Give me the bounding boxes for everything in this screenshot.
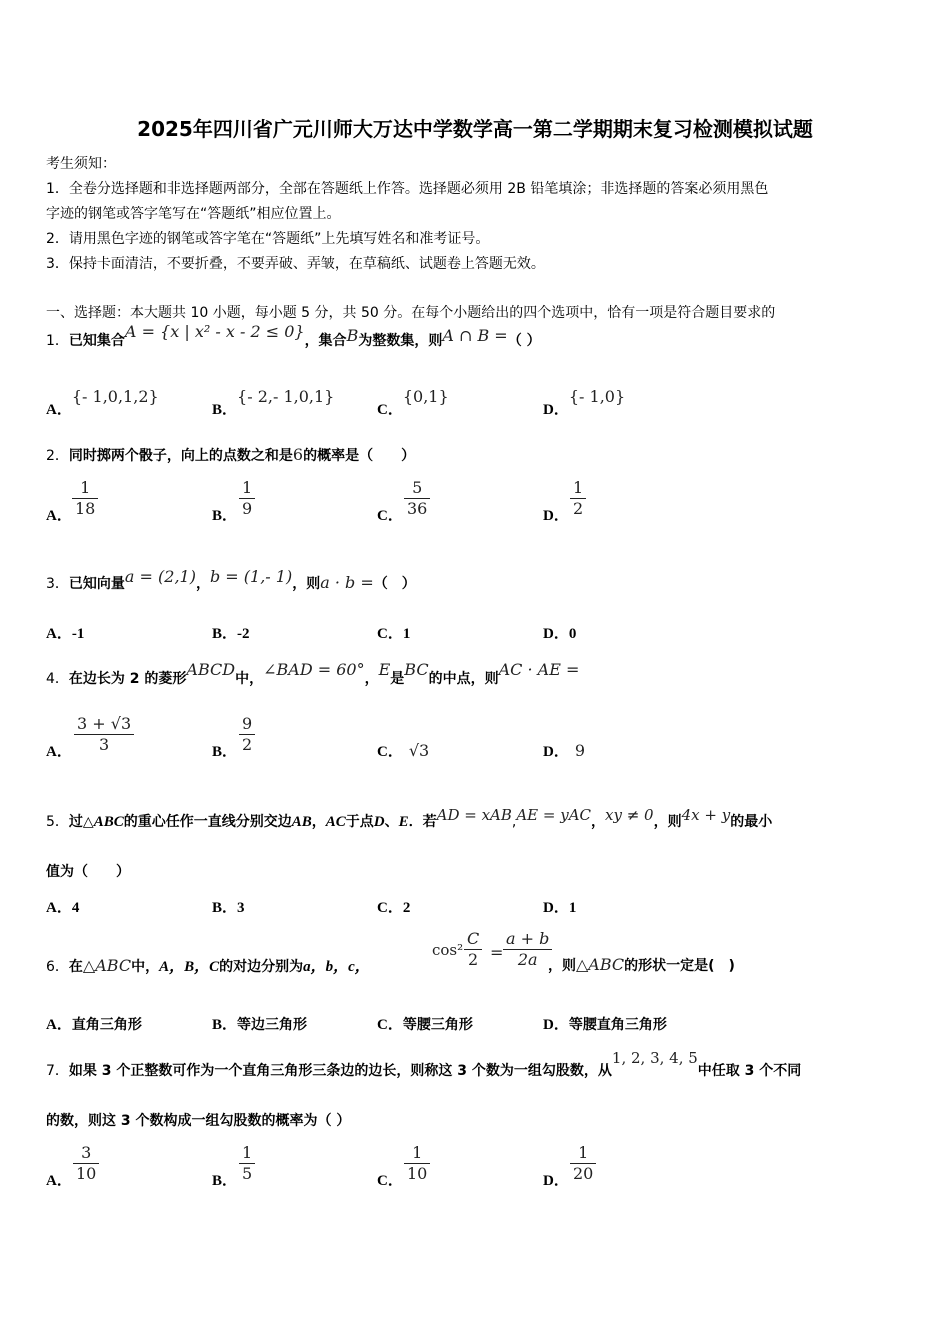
q4-option-c xyxy=(377,740,429,761)
q1-set-a: A = {x | x² - x - 2 ≤ 0} xyxy=(124,322,305,341)
notice-line-2: 2．请用黑色字迹的钢笔或答字笔在“答题纸”上先填写姓名和准考证号。 xyxy=(46,231,490,247)
q1-set-b: B xyxy=(346,326,359,345)
q6-option-b xyxy=(212,1013,307,1034)
q5-option-d-label: D． xyxy=(543,900,569,916)
q7-option-b-den: 5 xyxy=(239,1163,255,1184)
q7-text-2: 中任取 3 个不同 xyxy=(697,1063,802,1079)
q3-option-b-label: B． xyxy=(212,626,238,642)
q2-option-a-fraction xyxy=(72,478,98,519)
q5-option-a-label: A． xyxy=(46,900,72,916)
q2-option-c-label: C． xyxy=(377,508,403,524)
q4-text-5: 的中点，则 xyxy=(428,671,499,687)
q6-vars-1: A，B，C xyxy=(159,959,220,975)
q5-comma-2: ， xyxy=(591,814,606,830)
q5-option-d xyxy=(543,896,576,917)
q6-option-c xyxy=(377,1013,473,1034)
q2-text-1: 同时掷两个骰子，向上的点数之和是 xyxy=(68,448,293,464)
q4-text-3: ， xyxy=(364,671,379,687)
q6-option-a xyxy=(46,1013,142,1034)
q6-option-a-label: A． xyxy=(46,1017,72,1033)
q2-number: 2． xyxy=(46,448,69,464)
q6-option-a-value: 直角三角形 xyxy=(71,1018,142,1033)
q6-text-4: ，则 xyxy=(548,958,576,974)
q4-number: 4． xyxy=(46,671,69,687)
q6-fraction-c-num: C xyxy=(467,929,480,948)
q2-option-d-num: 1 xyxy=(573,478,584,497)
q5-point-d: D xyxy=(373,814,385,830)
q1-option-c-value: {0,1} xyxy=(402,387,449,406)
q4-option-a-label: A． xyxy=(46,744,72,760)
q3-comma: ， xyxy=(195,576,210,592)
q4-option-b-label: B． xyxy=(212,744,238,760)
q5-option-b xyxy=(212,896,245,917)
q3-option-b-value: -2 xyxy=(237,626,250,642)
q7-text-1: 如果 3 个正整数可作为一个直角三角形三条边的边长，则称这 3 个数为一组勾股数，从 xyxy=(68,1063,612,1079)
q4-option-b-den: 2 xyxy=(239,734,255,755)
q6-option-d xyxy=(543,1013,667,1034)
q7-option-b-label: B． xyxy=(212,1173,238,1189)
q3-option-d xyxy=(543,622,576,643)
q7-option-a-den: 10 xyxy=(73,1163,99,1184)
q6-triangle-2: △ABC xyxy=(576,955,625,974)
q6-option-d-label: D． xyxy=(543,1017,569,1033)
q5-text-6: ．若 xyxy=(408,814,437,830)
q4-option-d xyxy=(543,740,585,761)
q3-option-c-value: 1 xyxy=(402,626,411,642)
notice-line-1a: 1．全卷分选择题和非选择题两部分，全部在答题纸上作答。选择题必须用 2B 铅笔填涂；非选择题的答案必须用黑色 xyxy=(46,181,769,197)
q3-option-c-label: C． xyxy=(377,626,403,642)
q1-text-3: 为整数集，则 xyxy=(358,333,443,349)
notice-line-3: 3．保持卡面清洁，不要折叠，不要弄破、弄皱，在草稿纸、试题卷上答题无效。 xyxy=(46,256,545,272)
q2-option-d-label: D． xyxy=(543,508,569,524)
q1-text-4: （ ） xyxy=(507,333,541,349)
q6-equals: = xyxy=(490,943,504,962)
q7-option-b-num: 1 xyxy=(242,1143,253,1162)
q4-point-e: E xyxy=(378,660,391,679)
q7-option-a-num: 3 xyxy=(81,1143,92,1162)
q5-line-2: 值为（ ） xyxy=(46,864,130,880)
q3-text-2: ，则 xyxy=(292,576,321,592)
q6-option-d-value: 等腰直角三角形 xyxy=(568,1018,667,1033)
q6-cos: cos² xyxy=(432,941,464,959)
q4-option-c-label: C． xyxy=(377,744,403,760)
q7-number: 7． xyxy=(46,1063,69,1079)
q1-expression: A ∩ B = xyxy=(442,326,508,345)
q7-option-a-label: A． xyxy=(46,1173,72,1189)
q2-option-d-fraction xyxy=(570,478,586,519)
q1-option-b xyxy=(212,386,335,418)
q1-option-d-label: D． xyxy=(543,402,569,418)
question-2 xyxy=(46,445,415,465)
q5-eq-4xy: 4x + y xyxy=(681,806,731,824)
q5-triangle: ABC xyxy=(93,814,124,830)
q7-option-c-num: 1 xyxy=(412,1143,423,1162)
q1-option-c xyxy=(377,386,449,418)
q5-text-1: 过△ xyxy=(68,814,94,830)
notice-line-1b: 字迹的钢笔或答字笔写在“答题纸”相应位置上。 xyxy=(46,206,341,222)
q2-option-b-den: 9 xyxy=(239,498,255,519)
q7-option-d-num: 1 xyxy=(578,1143,589,1162)
q2-option-a-label: A． xyxy=(46,508,72,524)
q5-option-d-value: 1 xyxy=(568,900,577,916)
q5-eq-ae: AE = yAC xyxy=(516,806,592,824)
q2-option-a-num: 1 xyxy=(80,478,91,497)
q7-option-b-fraction xyxy=(239,1143,255,1184)
q2-option-b-label: B． xyxy=(212,508,238,524)
q6-fraction-c xyxy=(464,929,482,970)
q2-option-d-den: 2 xyxy=(570,498,586,519)
q1-option-c-label: C． xyxy=(377,402,403,418)
q3-option-a-value: -1 xyxy=(71,626,85,642)
question-7 xyxy=(46,1049,802,1080)
q5-point-e: E xyxy=(398,814,409,830)
q5-option-b-value: 3 xyxy=(237,900,245,916)
q7-line-2: 的数，则这 3 个数构成一组勾股数的概率为（ ） xyxy=(46,1113,351,1129)
q2-option-b-num: 1 xyxy=(242,478,253,497)
q4-rhombus: ABCD xyxy=(186,660,236,679)
q5-option-a-value: 4 xyxy=(71,900,80,916)
q4-option-b-fraction xyxy=(239,714,255,755)
q7-option-c-den: 10 xyxy=(404,1163,430,1184)
q4-option-a-fraction xyxy=(74,714,134,755)
q6-option-b-label: B． xyxy=(212,1017,238,1033)
q4-option-a-den: 3 xyxy=(74,734,134,755)
q5-option-c xyxy=(377,896,410,917)
q3-option-b xyxy=(212,622,250,643)
q5-option-b-label: B． xyxy=(212,900,238,916)
q6-text-1: 在 xyxy=(68,959,83,975)
q2-text-2: 的概率是（ ） xyxy=(303,448,416,464)
q6-fraction-r xyxy=(503,929,552,970)
q1-option-b-label: B． xyxy=(212,402,238,418)
q5-text-8: 的最小 xyxy=(730,814,773,830)
q4-angle: ∠BAD = 60° xyxy=(263,660,365,679)
q2-option-b-fraction xyxy=(239,478,255,519)
q1-text-2: ，集合 xyxy=(304,333,347,349)
question-1 xyxy=(46,322,541,350)
q3-dot-product: a · b = xyxy=(320,573,374,592)
q6-vars-2: a，b，c， xyxy=(303,959,370,975)
q5-eq-xy: xy ≠ 0 xyxy=(605,806,654,824)
q2-option-a-den: 18 xyxy=(72,498,98,519)
question-5 xyxy=(46,806,773,831)
q6-fraction-r-den: 2a xyxy=(503,949,552,970)
q7-option-d-label: D． xyxy=(543,1173,569,1189)
q3-option-a xyxy=(46,622,84,643)
notice-heading: 考生须知： xyxy=(46,156,116,172)
question-4 xyxy=(46,660,580,688)
q1-option-a xyxy=(46,386,159,418)
q7-option-c-label: C． xyxy=(377,1173,403,1189)
q3-vector-b: b = (1,- 1) xyxy=(209,567,293,586)
q3-option-d-label: D． xyxy=(543,626,569,642)
q5-text-7: ，则 xyxy=(653,814,682,830)
q1-option-d-value: {- 1,0} xyxy=(568,387,626,406)
q2-option-c-den: 36 xyxy=(404,498,430,519)
q4-option-a-num: 3 + √3 xyxy=(77,714,132,733)
q4-option-d-label: D． xyxy=(543,744,569,760)
q6-text-3: 的对边分别为 xyxy=(219,959,304,975)
q6-fraction-c-den: 2 xyxy=(464,949,482,970)
q7-option-d-fraction xyxy=(570,1143,596,1184)
q1-option-d xyxy=(543,386,626,418)
q5-text-2: 的重心任作一直线分别交边 xyxy=(123,814,292,830)
q7-number-set: 1, 2, 3, 4, 5 xyxy=(611,1049,698,1067)
q6-option-b-value: 等边三角形 xyxy=(237,1018,308,1033)
q4-text-4: 是 xyxy=(390,671,405,687)
q2-option-c-num: 5 xyxy=(412,478,423,497)
q6-text-5: 的形状一定是( ) xyxy=(624,958,735,974)
q4-option-c-value: √3 xyxy=(408,741,430,760)
q5-side-ab: AB xyxy=(291,814,312,830)
section-heading: 一、选择题：本大题共 10 小题，每小题 5 分，共 50 分。在每个小题给出的四个选项中，恰有一项是符合题目要求的 xyxy=(46,305,776,321)
page-title: 2025年四川省广元川师大万达中学数学高一第二学期期末复习检测模拟试题 xyxy=(137,117,813,141)
question-6 xyxy=(46,955,370,976)
q6-triangle-1: △ABC xyxy=(82,956,132,975)
q6-option-c-value: 等腰三角形 xyxy=(402,1018,473,1033)
q4-text-1: 在边长为 2 的菱形 xyxy=(68,671,187,687)
q5-side-ac: AC xyxy=(325,814,346,830)
q5-option-c-value: 2 xyxy=(402,900,411,916)
q6-option-c-label: C． xyxy=(377,1017,403,1033)
q5-text-5: 、 xyxy=(384,814,399,830)
q4-option-d-value: 9 xyxy=(574,741,586,760)
q3-option-c xyxy=(377,622,410,643)
q5-text-4: 于点 xyxy=(345,814,374,830)
q5-text-3: ， xyxy=(311,814,326,830)
q3-number: 3． xyxy=(46,576,69,592)
q5-eq-ad: AD = xAB xyxy=(436,806,512,824)
q5-number: 5． xyxy=(46,814,69,830)
q7-option-c-fraction xyxy=(404,1143,430,1184)
q6-fraction-r-num: a + b xyxy=(506,929,550,948)
q4-expression: AC · AE = xyxy=(498,660,580,679)
q3-option-d-value: 0 xyxy=(568,626,577,642)
q1-text-1: 已知集合 xyxy=(68,333,125,349)
q7-option-a-fraction xyxy=(73,1143,99,1184)
q4-segment-bc: BC xyxy=(404,660,429,679)
q5-comma-1: , xyxy=(511,814,517,830)
q5-option-c-label: C． xyxy=(377,900,403,916)
question-3 xyxy=(46,567,416,593)
q3-text-1: 已知向量 xyxy=(68,576,125,592)
q1-option-a-value: {- 1,0,1,2} xyxy=(71,387,159,406)
q4-option-b-num: 9 xyxy=(242,714,253,733)
q7-option-d-den: 20 xyxy=(570,1163,596,1184)
q3-option-a-label: A． xyxy=(46,626,72,642)
q3-vector-a: a = (2,1) xyxy=(124,567,196,586)
q6-number: 6． xyxy=(46,959,69,975)
q6-text-2: 中， xyxy=(131,959,160,975)
q4-text-2: 中， xyxy=(235,671,264,687)
q6-tail xyxy=(548,955,735,975)
q3-text-3: （ ） xyxy=(373,576,416,592)
q1-number: 1． xyxy=(46,333,69,349)
q1-option-a-label: A． xyxy=(46,402,72,418)
q2-six: 6 xyxy=(292,445,304,464)
q5-option-a xyxy=(46,896,79,917)
q2-option-c-fraction xyxy=(404,478,430,519)
q1-option-b-value: {- 2,- 1,0,1} xyxy=(237,387,335,406)
